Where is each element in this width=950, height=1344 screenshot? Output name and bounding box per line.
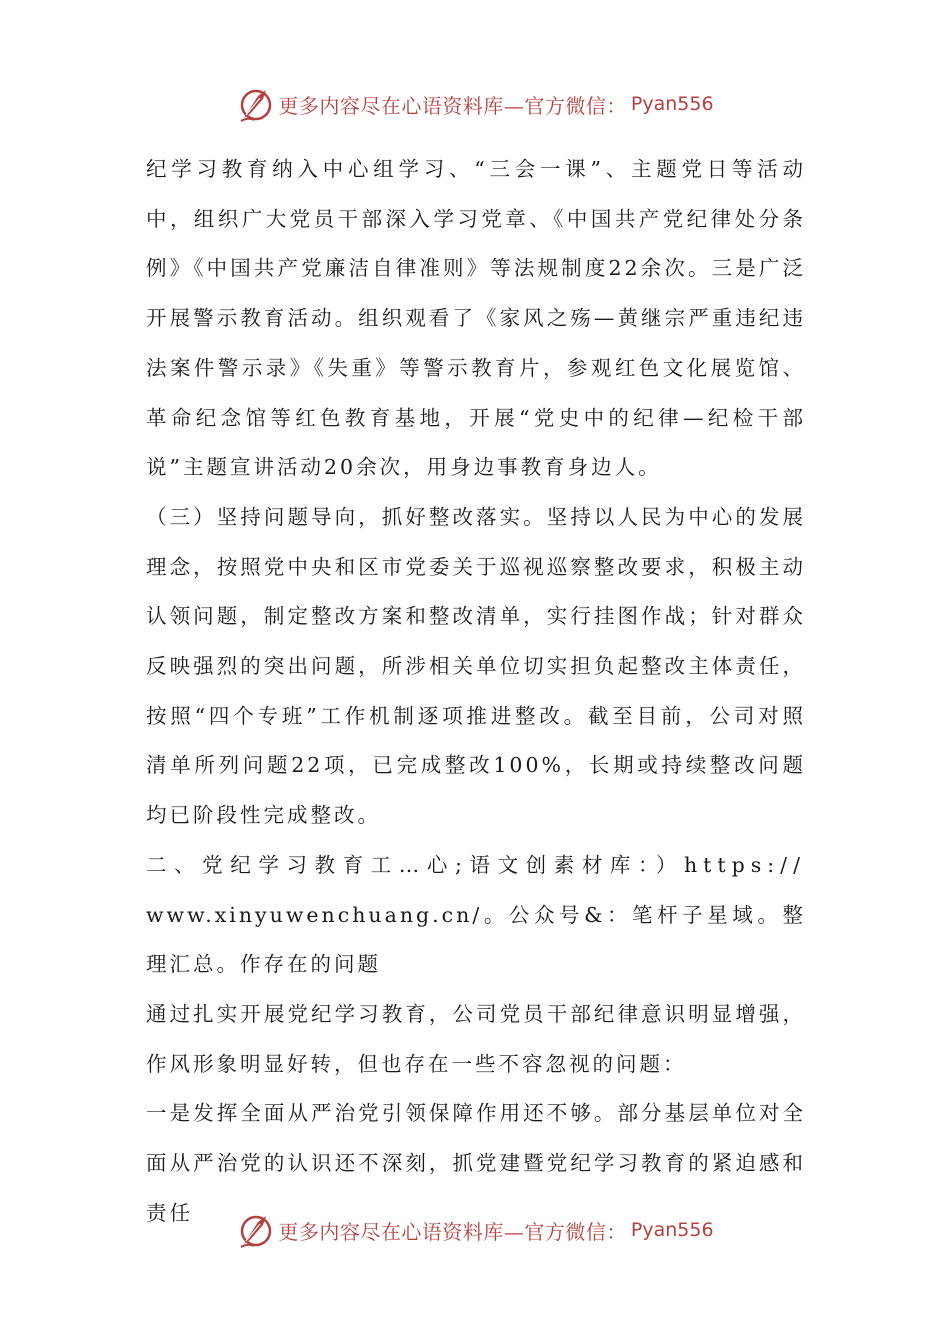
paragraph: 一是发挥全面从严治党引领保障作用还不够。部分基层单位对全面从严治党的认识还不深刻，抓党建暨党纪学习教育的紧迫感和责任 <box>146 1101 806 1225</box>
pen-nib-logo-icon <box>236 84 276 124</box>
banner-wechat-id: Pyan556 <box>630 1219 714 1241</box>
document-body <box>146 145 806 1238</box>
section-heading: 二、党纪学习教育工…心;语文创素材库：）https:// <box>146 852 806 877</box>
banner-slogan: 更多内容尽在心语资料库—官方微信： <box>278 93 627 118</box>
paragraph: www.xinyuwenchuang.cn/。公众号&：笔杆子星域。整理汇总。作存在的问题 <box>146 902 806 977</box>
paragraph: 纪学习教育纳入中心组学习、“三会一课”、主题党日等活动中，组织广大党员干部深入学习党章、《中国共产党纪律处分条例》《中国共产党廉洁自律准则》等法规制度22余次。三是广泛开展警示教育活动。组织观看了《家风之殇—黄继宗严重违纪违法案件警示录》《失重》等警示教育片，参观红色文化展览馆、革命纪念馆等红色教育基地，开展“党史中的纪律—纪检干部说”主题宣讲活动20余次，用身边事教育身边人。 <box>146 157 806 480</box>
header-banner <box>0 82 950 126</box>
pen-nib-logo-icon <box>236 1210 276 1250</box>
paragraph: （三）坚持问题导向，抓好整改落实。坚持以人民为中心的发展理念，按照党中央和区市党委关于巡视巡察整改要求，积极主动认领问题，制定整改方案和整改清单，实行挂图作战；针对群众反映强烈的突出问题，所涉相关单位切实担负起整改主体责任，按照“四个专班”工作机制逐项推进整改。截至目前，公司对照清单所列问题22项，已完成整改100%，长期或持续整改问题均已阶段性完成整改。 <box>146 504 806 828</box>
paragraph: 通过扎实开展党纪学习教育，公司党员干部纪律意识明显增强，作风形象明显好转，但也存在一些不容忽视的问题： <box>146 1001 806 1076</box>
banner-wechat-id: Pyan556 <box>630 93 714 115</box>
footer-banner <box>0 1208 950 1252</box>
banner-slogan: 更多内容尽在心语资料库—官方微信： <box>278 1219 627 1244</box>
